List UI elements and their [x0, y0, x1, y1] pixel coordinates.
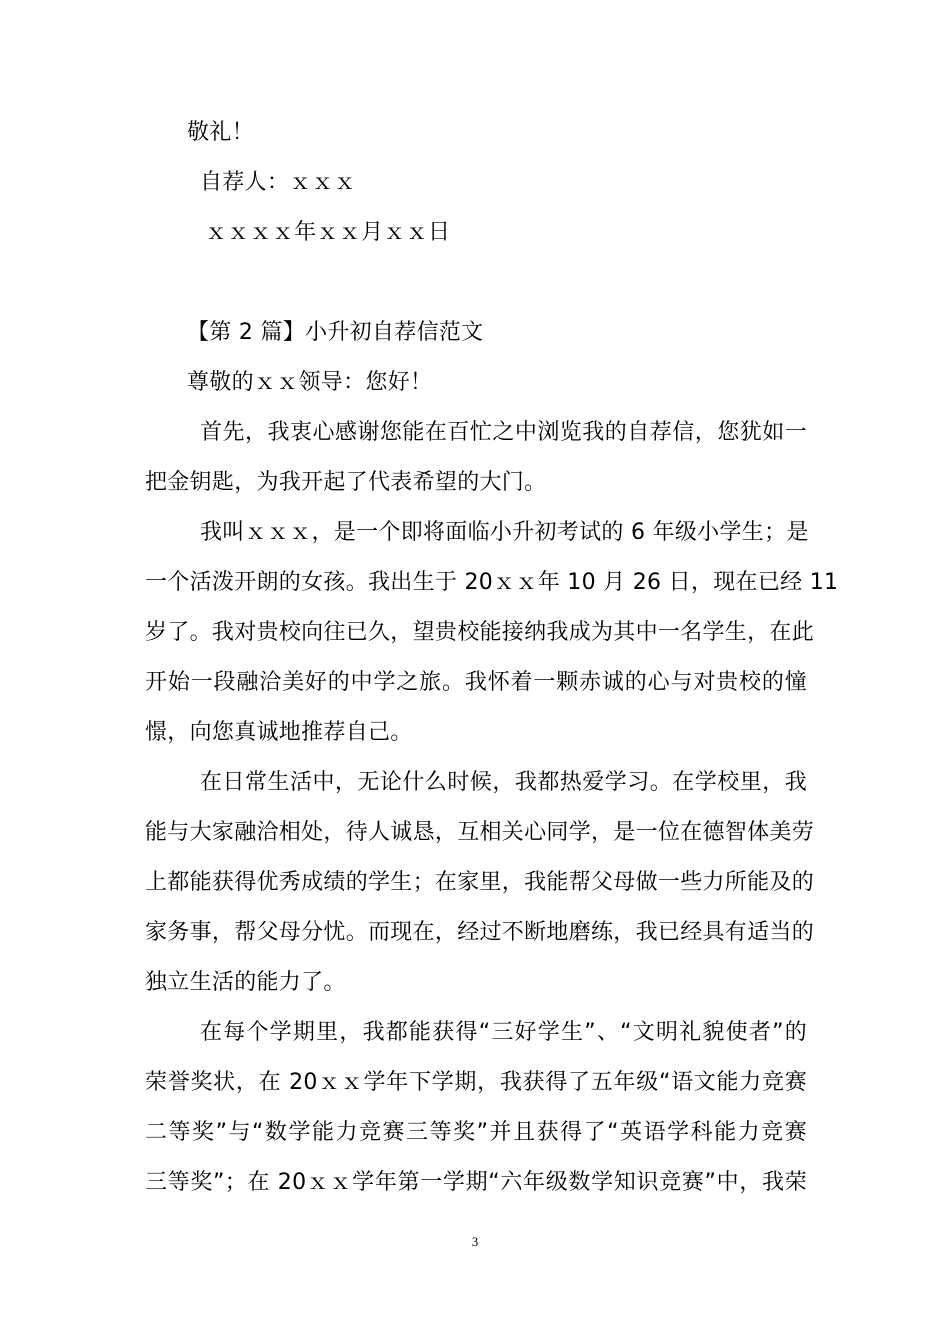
section-heading: 【第 2 篇】小升初自荐信范文 [187, 320, 484, 345]
paragraph-line: 独立生活的能力了。 [145, 970, 346, 995]
closing-date: ｘｘｘｘ年ｘｘ月ｘｘ日 [205, 220, 451, 245]
paragraph-line: 能与大家融洽相处，待人诚恳，互相关心同学，是一位在德智体美劳 [145, 820, 815, 845]
paragraph-line: 憬，向您真诚地推荐自己。 [145, 720, 413, 745]
paragraph-line: 家务事，帮父母分忧。而现在，经过不断地磨练，我已经具有适当的 [145, 920, 815, 945]
paragraph-line: 三等奖”；在 20ｘｘ学年第一学期“六年级数学知识竞赛”中，我荣 [145, 1170, 807, 1195]
paragraph-line: 在日常生活中，无论什么时候，我都热爱学习。在学校里，我 [200, 770, 807, 795]
closing-signer: 自荐人：ｘｘｘ [200, 170, 357, 195]
greeting: 尊敬的ｘｘ领导：您好！ [187, 370, 433, 395]
paragraph-line: 在每个学期里，我都能获得“三好学生”、“文明礼貌使者”的 [200, 1020, 807, 1045]
page-number: 3 [471, 1234, 479, 1249]
paragraph-line: 二等奖”与“数学能力竞赛三等奖”并且获得了“英语学科能力竞赛 [145, 1120, 807, 1145]
paragraph-line: 开始一段融洽美好的中学之旅。我怀着一颗赤诚的心与对贵校的憧 [145, 670, 807, 695]
paragraph-line: 荣誉奖状，在 20ｘｘ学年下学期，我获得了五年级“语文能力竞赛 [145, 1070, 807, 1095]
paragraph-line: 岁了。我对贵校向往已久，望贵校能接纳我成为其中一名学生，在此 [145, 620, 815, 645]
paragraph-line: 我叫ｘｘｘ，是一个即将面临小升初考试的 6 年级小学生；是 [200, 520, 809, 545]
closing-salute: 敬礼！ [187, 120, 254, 145]
paragraph-line: 把金钥匙，为我开起了代表希望的大门。 [145, 470, 547, 495]
paragraph-line: 首先，我衷心感谢您能在百忙之中浏览我的自荐信，您犹如一 [200, 420, 807, 445]
paragraph-line: 一个活泼开朗的女孩。我出生于 20ｘｘ年 10 月 26 日，现在已经 11 [145, 570, 839, 595]
paragraph-line: 上都能获得优秀成绩的学生；在家里，我能帮父母做一些力所能及的 [145, 870, 815, 895]
